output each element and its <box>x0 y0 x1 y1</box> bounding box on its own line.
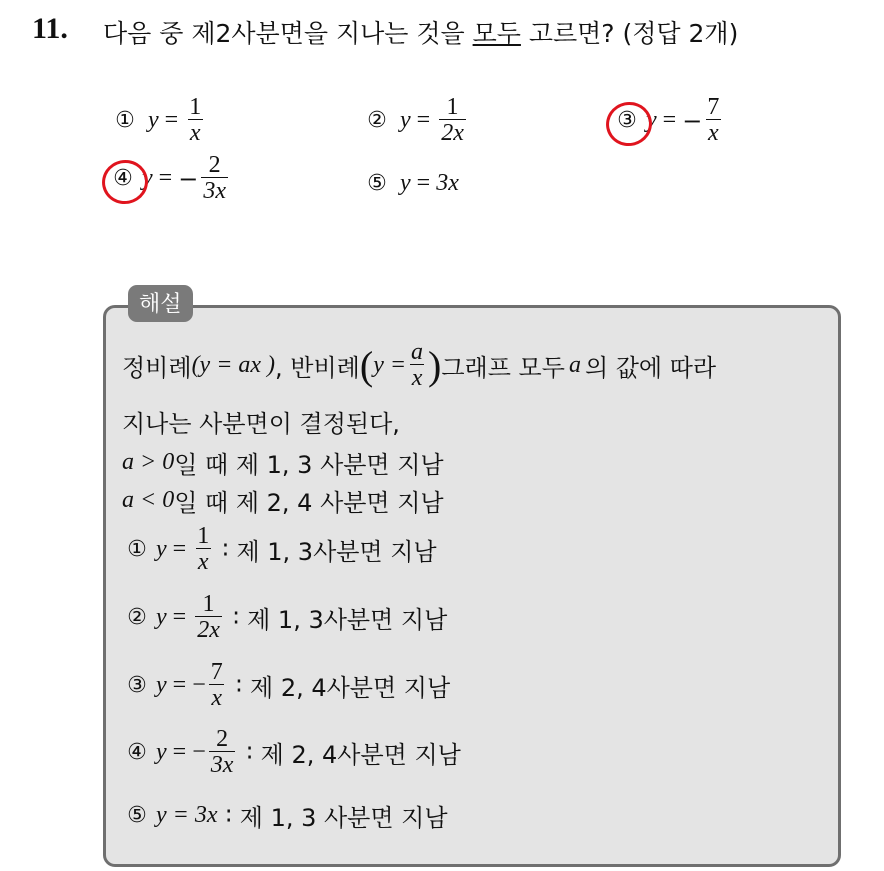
denominator <box>188 119 203 146</box>
line1-text-b: , 반비례 <box>275 354 360 382</box>
explanation-line-2: 지나는 사분면이 결정된다, <box>122 410 400 438</box>
question-text <box>103 14 738 50</box>
choice-4[interactable] <box>108 153 231 204</box>
item-number: ① <box>127 537 147 562</box>
denominator <box>439 119 466 146</box>
item-fraction <box>195 524 211 575</box>
item-number: ② <box>127 605 147 630</box>
item-fraction <box>209 660 225 711</box>
colon: ∶ <box>225 801 232 830</box>
item-result: 제 1, 3사분면 지남 <box>247 606 448 634</box>
choice-sign: − <box>682 106 703 135</box>
line1-text-a: 정비례 <box>122 354 192 382</box>
numerator: 2 <box>216 726 229 752</box>
numerator: 1 <box>202 591 215 617</box>
condition-negative: a < 0 <box>122 487 175 513</box>
choice-fraction <box>201 153 228 204</box>
choice-fraction <box>439 95 466 146</box>
denominator: x <box>411 365 423 391</box>
colon: ∶ <box>235 671 242 700</box>
explanation-tag: 해설 <box>128 285 193 322</box>
choice-expression: 3x <box>436 170 459 196</box>
numerator: 1 <box>197 523 210 549</box>
choice-sign: − <box>178 164 199 193</box>
choice-lhs: y <box>400 107 411 133</box>
choice-eq: = <box>416 170 431 196</box>
choice-2[interactable] <box>362 95 469 146</box>
choice-5[interactable] <box>362 170 459 197</box>
choice-lhs: y <box>400 170 411 196</box>
denominator-value: x <box>707 120 719 146</box>
explanation-item-4: ④ y = − $\frac{2}{3x}$ ∶ 제 2, 4사분면 지남 <box>122 727 461 778</box>
choice-number: ② <box>367 108 387 133</box>
line1-text-c: 그래프 모두 <box>441 354 565 382</box>
item-result: 제 1, 3 사분면 지남 <box>239 804 448 832</box>
denominator: 3x <box>210 752 234 778</box>
colon: ∶ <box>246 738 253 767</box>
condition-positive-text: 일 때 제 1, 3 사분면 지남 <box>174 451 444 479</box>
numerator: 2 <box>208 152 221 178</box>
item-expression: y = 3x <box>156 802 218 828</box>
numerator: 7 <box>707 94 720 120</box>
choice-number: ⑤ <box>367 171 387 196</box>
choice-eq: = <box>416 107 431 133</box>
choice-1[interactable] <box>110 95 206 146</box>
item-fraction <box>209 727 236 778</box>
denominator <box>201 177 228 204</box>
item-fraction <box>195 592 222 643</box>
choice-lhs: y <box>646 107 657 133</box>
choice-lhs: y <box>148 107 159 133</box>
choice-fraction <box>705 95 721 146</box>
explanation-item-3: ③ y = − $\frac{7}{x}$ ∶ 제 2, 4사분면 지남 <box>122 660 450 711</box>
denominator: 2x <box>197 617 220 643</box>
colon: ∶ <box>232 603 240 632</box>
choice-eq: = <box>158 165 173 191</box>
denominator: x <box>211 685 223 711</box>
condition-negative-text: 일 때 제 2, 4 사분면 지남 <box>174 489 444 517</box>
explanation-item-2: ② y = $\frac{1}{2x}$ ∶ 제 1, 3사분면 지남 <box>122 592 447 643</box>
choice-eq: = <box>164 107 179 133</box>
denominator-value: 3x <box>203 178 226 204</box>
choice-number-marked: ③ <box>612 108 642 133</box>
question-text-underlined: 모두 <box>472 19 521 48</box>
line1-fraction <box>409 340 425 391</box>
item-result: 제 1, 3사분면 지남 <box>236 538 437 566</box>
explanation-line-4 <box>122 483 444 518</box>
numerator: 1 <box>446 94 459 120</box>
item-result: 제 2, 4사분면 지남 <box>260 741 461 769</box>
choice-eq: = <box>662 107 677 133</box>
explanation-line-3 <box>122 445 444 480</box>
condition-positive: a > 0 <box>122 449 175 475</box>
item-number: ④ <box>127 740 147 765</box>
question-text-after: 고르면? (정답 2개) <box>520 19 739 48</box>
item-number: ⑤ <box>127 803 147 828</box>
line1-text-d: 의 값에 따라 <box>584 354 717 382</box>
right-paren: ) <box>428 342 442 388</box>
line1-frac-lhs: y = <box>373 352 407 378</box>
numerator: 7 <box>210 659 223 685</box>
question-number: 11. <box>32 12 68 45</box>
choice-number-marked: ④ <box>108 166 138 191</box>
item-result: 제 2, 4사분면 지남 <box>250 674 451 702</box>
left-paren: ( <box>359 342 374 388</box>
explanation-item-5 <box>122 798 448 833</box>
item-sign: − <box>192 672 206 698</box>
denominator <box>706 119 721 146</box>
colon: ∶ <box>222 535 229 564</box>
line1-direct-formula: (y = ax ) <box>191 352 276 378</box>
choice-lhs: y <box>142 165 153 191</box>
line1-variable: a <box>568 352 581 378</box>
item-sign: − <box>192 739 206 765</box>
denominator-value: 2x <box>441 120 464 146</box>
denominator-value: x <box>189 120 201 146</box>
explanation-item-1: ① y = $\frac{1}{x}$ ∶ 제 1, 3사분면 지남 <box>122 524 437 575</box>
explanation-line-1 <box>122 340 716 391</box>
choice-number: ① <box>115 108 135 133</box>
question-text-before: 다음 중 제2사분면을 지나는 것을 <box>103 19 473 48</box>
denominator: x <box>197 549 209 575</box>
item-number: ③ <box>127 673 147 698</box>
choice-fraction <box>187 95 203 146</box>
numerator: a <box>411 339 424 365</box>
choice-3[interactable] <box>612 95 724 146</box>
numerator: 1 <box>189 94 202 120</box>
